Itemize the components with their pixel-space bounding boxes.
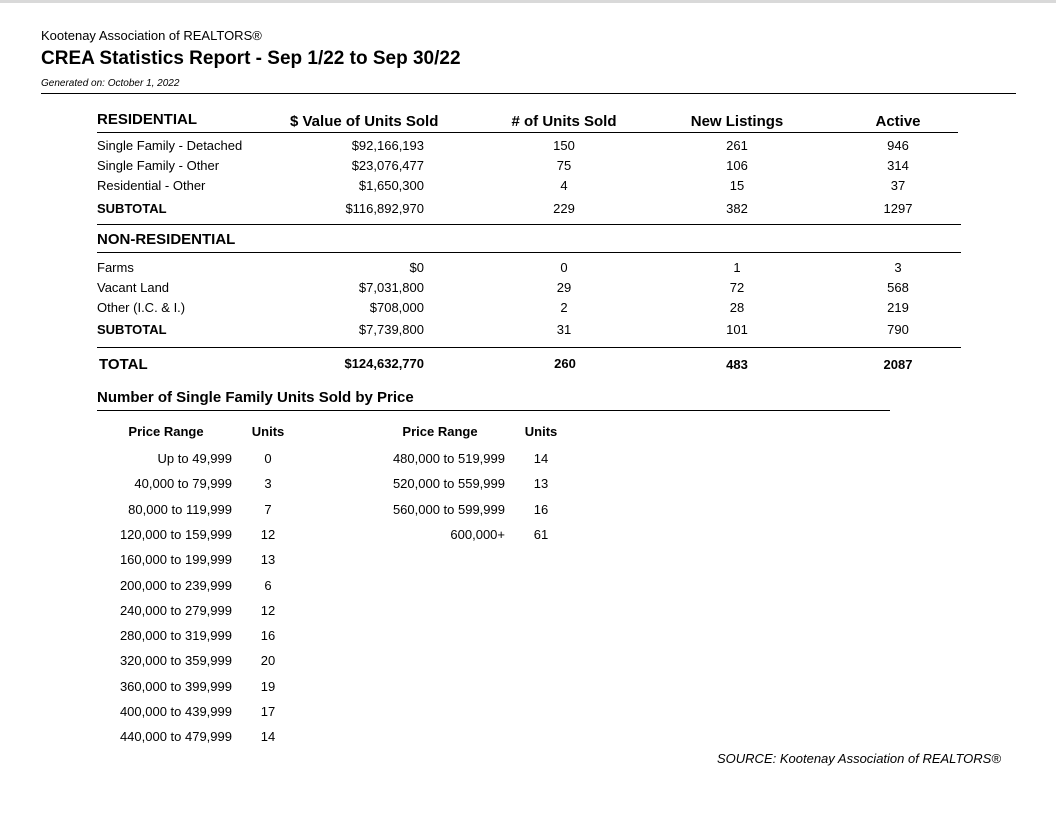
source-note: SOURCE: Kootenay Association of REALTORS® [717,751,1001,766]
price-range: 40,000 to 79,999 [134,476,232,492]
price-col-header-units-left: Units [251,424,285,439]
residential-end-rule [97,224,961,225]
row-label: Other (I.C. & I.) [97,300,186,315]
subtotal-units: 229 [553,201,575,216]
price-units: 20 [260,653,276,669]
row-units: 150 [553,138,575,153]
subtotal-label: SUBTOTAL [97,322,167,337]
row-units: 29 [556,280,572,295]
residential-heading: RESIDENTIAL [97,111,198,128]
row-listings: 28 [729,300,745,315]
price-range: 600,000+ [450,526,505,542]
total-units: 260 [554,356,576,371]
price-range: 80,000 to 119,999 [128,501,232,517]
price-range: 120,000 to 159,999 [119,526,232,542]
price-units: 13 [260,552,276,568]
row-value: $708,000 [369,300,424,315]
price-units: 16 [260,628,276,644]
header-divider [41,93,1016,94]
row-label: Single Family - Other [97,158,220,173]
row-listings: 1 [733,260,741,275]
price-units: 14 [533,451,549,466]
price-units: 61 [533,526,549,542]
subtotal-value: $7,739,800 [358,322,424,337]
price-range: 320,000 to 359,999 [119,653,232,669]
row-active: 946 [887,138,909,153]
price-range: 200,000 to 239,999 [119,577,232,593]
subtotal-listings: 382 [726,201,748,216]
price-col-header-range-right: Price Range [402,424,478,439]
total-label: TOTAL [99,356,148,373]
total-active: 2087 [883,357,913,372]
price-col-header-range-left: Price Range [128,424,204,439]
row-value: $1,650,300 [358,178,424,193]
price-units: 17 [260,704,276,719]
price-range: 560,000 to 599,999 [392,501,505,517]
price-range: 520,000 to 559,999 [392,476,505,492]
row-active: 219 [887,300,909,315]
price-units: 19 [260,678,276,694]
row-label: Residential - Other [97,178,206,193]
subtotal-active: 1297 [883,201,913,216]
row-units: 2 [560,300,568,315]
price-range: 400,000 to 439,999 [119,704,232,719]
price-range: 360,000 to 399,999 [119,678,232,694]
subtotal-label: SUBTOTAL [97,201,167,216]
row-value: $92,166,193 [351,138,424,153]
row-active: 568 [887,280,909,295]
price-range: 240,000 to 279,999 [119,602,232,618]
column-header-value: $ Value of Units Sold [290,113,439,130]
subtotal-listings: 101 [726,322,748,337]
price-units: 7 [264,501,272,517]
price-units: 3 [264,476,272,492]
price-range: 440,000 to 479,999 [119,729,232,745]
row-listings: 15 [729,178,745,193]
total-rule [97,347,961,348]
price-range: 280,000 to 319,999 [119,628,232,644]
row-active: 3 [894,260,902,275]
price-table-heading: Number of Single Family Units Sold by Price [97,389,414,406]
subtotal-value: $116,892,970 [345,201,424,216]
price-range: Up to 49,999 [157,451,232,466]
row-units: 4 [560,178,568,193]
row-active: 314 [887,158,909,173]
column-header-active: Active [875,113,921,130]
row-listings: 106 [726,158,748,173]
row-units: 75 [556,158,572,173]
row-units: 0 [560,260,568,275]
price-col-header-units-right: Units [524,424,558,439]
column-header-units: # of Units Sold [511,113,617,130]
row-listings: 72 [729,280,745,295]
price-units: 0 [264,451,272,466]
column-header-listings: New Listings [690,113,784,130]
non-residential-header-rule [97,252,961,253]
total-value: $124,632,770 [344,356,424,371]
row-value: $7,031,800 [358,280,424,295]
total-listings: 483 [726,357,748,372]
row-value: $23,076,477 [351,158,424,173]
row-label: Vacant Land [97,280,170,295]
non-residential-heading: NON-RESIDENTIAL [97,231,236,248]
report-title: CREA Statistics Report - Sep 1/22 to Sep 30/22 [41,48,461,69]
price-units: 6 [264,577,272,593]
row-label: Farms [97,260,134,275]
price-units: 16 [533,501,549,517]
price-units: 14 [260,729,276,745]
residential-header-rule [97,132,958,133]
price-range: 480,000 to 519,999 [392,451,505,466]
row-listings: 261 [726,138,748,153]
price-units: 12 [260,602,276,618]
org-name: Kootenay Association of REALTORS® [41,28,262,43]
price-range: 160,000 to 199,999 [119,552,232,568]
price-table-rule [97,410,890,411]
generated-date: Generated on: October 1, 2022 [41,78,180,89]
price-units: 12 [260,526,276,542]
price-units: 13 [533,476,549,492]
row-value: $0 [409,260,424,275]
subtotal-units: 31 [556,322,572,337]
row-active: 37 [890,178,906,193]
subtotal-active: 790 [887,322,909,337]
row-label: Single Family - Detached [97,138,243,153]
page-top-border [0,0,1056,3]
